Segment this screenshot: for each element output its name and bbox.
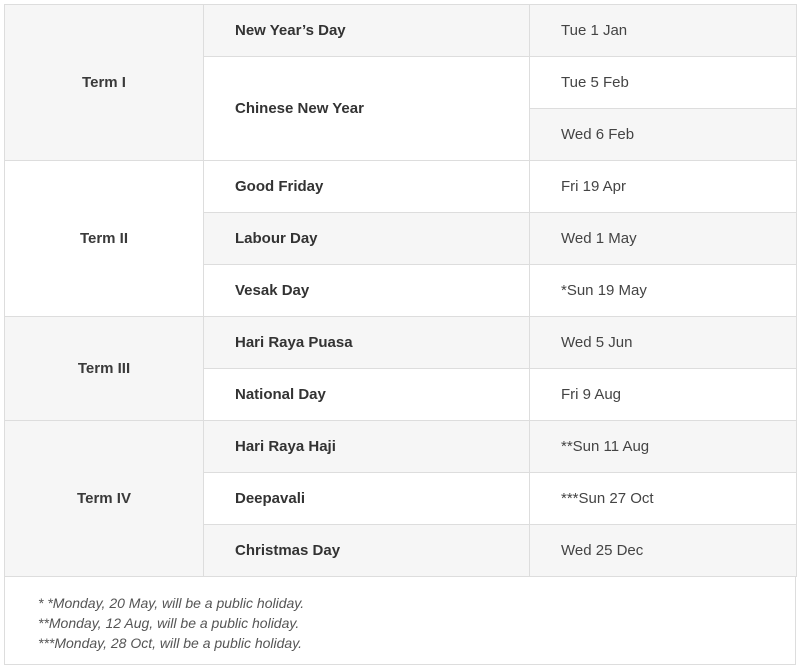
holiday-date: Wed 25 Dec: [530, 525, 797, 577]
term-label: Term IV: [5, 421, 204, 577]
holiday-date: Tue 1 Jan: [530, 5, 797, 57]
holiday-date: **Sun 11 Aug: [530, 421, 797, 473]
footnote: **Monday, 12 Aug, will be a public holiday.: [38, 615, 300, 631]
holiday-date: *Sun 19 May: [530, 265, 797, 317]
term-label: Term III: [5, 317, 204, 421]
holiday-date: Wed 5 Jun: [530, 317, 797, 369]
holiday-date: Wed 6 Feb: [530, 109, 797, 161]
table-row: [5, 317, 797, 369]
holiday-name: Christmas Day: [204, 525, 530, 577]
holiday-date: Tue 5 Feb: [530, 57, 797, 109]
table-row: [5, 421, 797, 473]
holiday-name: Hari Raya Puasa: [204, 317, 530, 369]
holiday-name: Vesak Day: [204, 265, 530, 317]
holiday-name: Deepavali: [204, 473, 530, 525]
term-label: Term II: [5, 161, 204, 317]
holiday-name: New Year’s Day: [204, 5, 530, 57]
holiday-name: Chinese New Year: [204, 57, 530, 161]
footnote: * *Monday, 20 May, will be a public holiday.: [38, 595, 305, 611]
table-row: [5, 5, 797, 57]
holiday-name: National Day: [204, 369, 530, 421]
holiday-name: Labour Day: [204, 213, 530, 265]
holiday-name: Hari Raya Haji: [204, 421, 530, 473]
footnotes: [4, 577, 796, 665]
public-holidays-table: [4, 4, 797, 577]
term-label: Term I: [5, 5, 204, 161]
holiday-date: ***Sun 27 Oct: [530, 473, 797, 525]
holiday-date: Wed 1 May: [530, 213, 797, 265]
holiday-date: Fri 9 Aug: [530, 369, 797, 421]
holiday-date: Fri 19 Apr: [530, 161, 797, 213]
footnote: ***Monday, 28 Oct, will be a public holiday.: [38, 635, 303, 651]
holiday-name: Good Friday: [204, 161, 530, 213]
table-row: [5, 161, 797, 213]
